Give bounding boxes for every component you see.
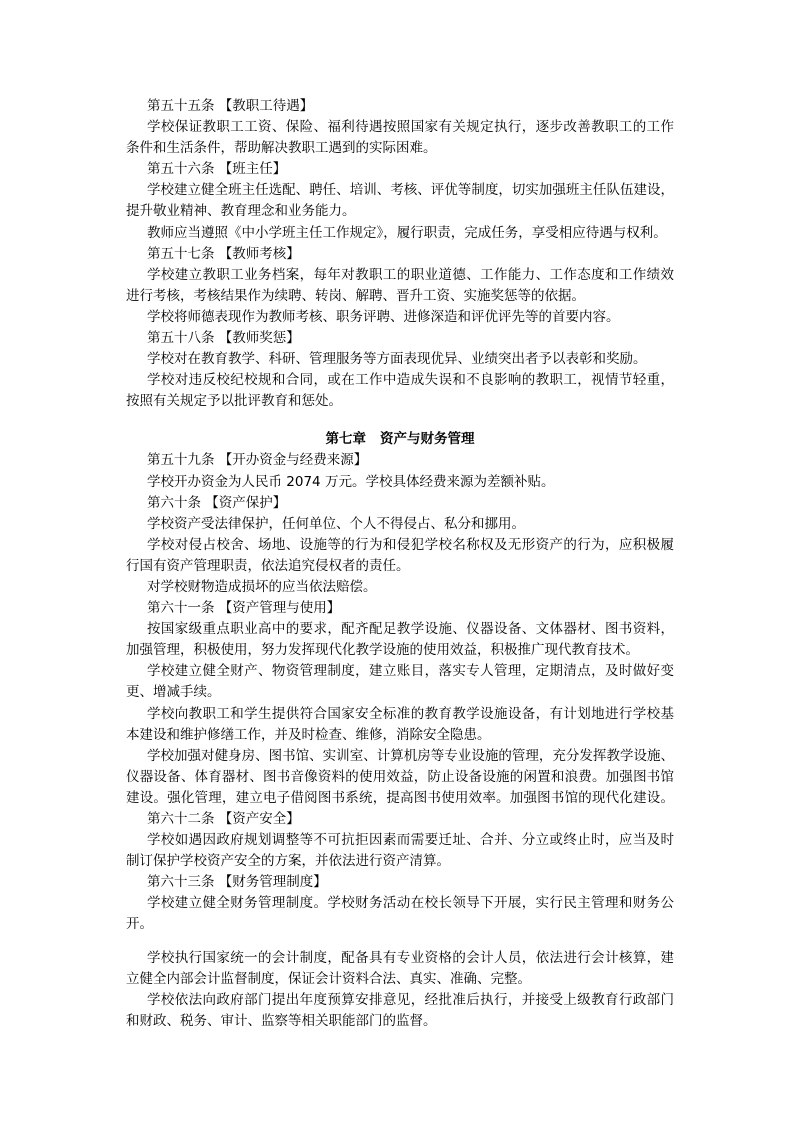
article-63-paragraph-line: 学校执行国家统一的会计制度，配备具有专业资格的会计人员，依法进行会计核算，建 <box>147 949 674 966</box>
chapter-number: 第七章 <box>325 431 366 448</box>
article-55-paragraph-line: 学校保证教职工工资、保险、福利待遇按照国家有关规定执行，逐步改善教职工的工作 <box>147 119 674 136</box>
article-57-heading: 第五十七条 【教师考核】 <box>147 245 300 262</box>
document-page <box>126 96 674 1032</box>
article-63-paragraph-line: 学校依法向政府部门提出年度预算安排意见，经批准后执行，并接受上级教育行政部门 <box>147 991 674 1008</box>
article-55-heading: 第五十五条 【教职工待遇】 <box>147 98 314 114</box>
article-55-paragraph-line: 条件和生活条件，帮助解决教职工遇到的实际困难。 <box>126 140 437 157</box>
article-63-heading: 第六十三条 【财务管理制度】 <box>147 874 327 891</box>
article-61-paragraph-line: 本建设和维护修缮工作，并及时检查、维修，消除安全隐患。 <box>126 726 491 743</box>
article-60-paragraph-line: 学校对侵占校舍、场地、设施等的行为和侵犯学校名称权及无形资产的行为，应积极履 <box>147 536 674 553</box>
article-62-heading: 第六十二条 【资产安全】 <box>147 811 300 827</box>
article-60-heading: 第六十条 【资产保护】 <box>147 494 287 511</box>
article-58-paragraph-line: 按照有关规定予以批评教育和惩处。 <box>126 393 342 410</box>
chapter-title: 资产与财务管理 <box>380 431 475 448</box>
article-59-heading: 第五十九条 【开办资金与经费来源】 <box>147 452 368 469</box>
article-61-paragraph-line: 建设。强化管理，建立电子借阅图书系统，提高图书使用效率。加强图书馆的现代化建设。 <box>126 789 674 806</box>
article-60-paragraph-line: 学校资产受法律保护，任何单位、个人不得侵占、私分和挪用。 <box>147 515 525 532</box>
article-59-paragraph-line: 学校开办资金为人民币 2074 万元。学校具体经费来源为差额补贴。 <box>147 473 555 490</box>
article-62-paragraph-line: 学校如遇因政府规划调整等不可抗拒因素而需要迁址、合并、分立或终止时，应当及时 <box>147 832 674 849</box>
chapter-heading <box>126 429 674 450</box>
article-61-paragraph-line: 更、增减手续。 <box>126 684 221 701</box>
article-58-heading: 第五十八条 【教师奖惩】 <box>147 330 300 347</box>
article-61-paragraph-line: 学校建立健全财产、物资管理制度，建立账目，落实专人管理，定期清点，及时做好变 <box>147 663 674 680</box>
article-61-paragraph-line: 按国家级重点职业高中的要求，配齐配足教学设施、仪器设备、文体器材、图书资料， <box>147 621 674 638</box>
article-63-paragraph-line: 学校建立健全财务管理制度。学校财务活动在校长领导下开展，实行民主管理和财务公 <box>147 895 674 912</box>
article-63-paragraph-line: 和财政、税务、审计、监察等相关职能部门的监督。 <box>126 1012 437 1029</box>
article-63-paragraph-line: 立健全内部会计监督制度，保证会计资料合法、真实、准确、完整。 <box>126 970 531 987</box>
article-60-paragraph-line: 对学校财物造成损坏的应当依法赔偿。 <box>147 578 377 595</box>
article-56-heading: 第五十六条 【班主任】 <box>147 161 287 178</box>
article-56-paragraph-line: 教师应当遵照《中小学班主任工作规定》，履行职责，完成任务，享受相应待遇与权利。 <box>147 224 667 241</box>
article-61-paragraph-line: 仪器设备、体育器材、图书音像资料的使用效益，防止设备设施的闲置和浪费。加强图书馆 <box>126 768 674 785</box>
article-63-paragraph-line: 开。 <box>126 916 153 933</box>
article-58-paragraph-line: 学校对在教育教学、科研、管理服务等方面表现优异、业绩突出者予以表彰和奖励。 <box>147 351 647 368</box>
article-61-paragraph-line: 学校向教职工和学生提供符合国家安全标准的教育教学设施设备，有计划地进行学校基 <box>147 705 674 722</box>
article-61-paragraph-line: 加强管理，积极使用，努力发挥现代化教学设施的使用效益，积极推广现代教育技术。 <box>126 642 639 659</box>
article-61-heading: 第六十一条 【资产管理与使用】 <box>147 600 341 617</box>
article-62-paragraph-line: 制订保护学校资产安全的方案，并依法进行资产清算。 <box>126 853 450 870</box>
article-57-paragraph-line: 学校将师德表现作为教师考核、职务评聘、进修深造和评优评先等的首要内容。 <box>147 308 620 325</box>
article-61-paragraph-line: 学校加强对健身房、图书馆、实训室、计算机房等专业设施的管理，充分发挥教学设施、 <box>147 747 674 764</box>
article-58-paragraph-line: 学校对违反校纪校规和合同，或在工作中造成失误和不良影响的教职工，视情节轻重， <box>147 372 674 389</box>
article-56-paragraph-line: 学校建立健全班主任选配、聘任、培训、考核、评优等制度，切实加强班主任队伍建设， <box>147 182 674 199</box>
article-60-paragraph-line: 行国有资产管理职责，依法追究侵权者的责任。 <box>126 557 410 574</box>
article-56-paragraph-line: 提升敬业精神、教育理念和业务能力。 <box>126 203 356 220</box>
article-57-paragraph-line: 学校建立教职工业务档案，每年对教职工的职业道德、工作能力、工作态度和工作绩效 <box>147 266 674 283</box>
article-57-paragraph-line: 进行考核，考核结果作为续聘、转岗、解聘、晋升工资、实施奖惩等的依据。 <box>126 287 585 304</box>
